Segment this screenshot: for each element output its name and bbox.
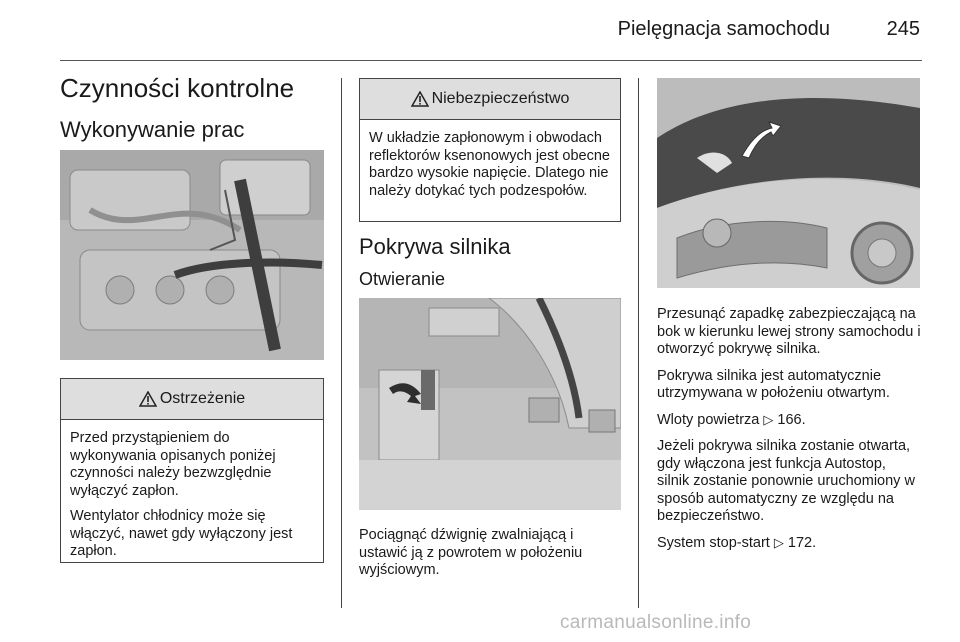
danger-box-header — [360, 79, 620, 120]
watermark: carmanualsonline.info — [560, 612, 752, 633]
lever-caption: Pociągnąć dźwignię zwalniającą i ustawić ją z powrotem w położeniu wyjściowym. — [359, 527, 583, 578]
danger-text: W układzie zapłonowym i obwodach reflektorów ksenonowych jest obecne bardzo wysokie napięcie. Dlatego nie należy dotykać tych podzespołów. — [369, 130, 610, 199]
reference-text: Wloty powietrza — [657, 411, 760, 428]
reference-arrow-icon: ▷ — [763, 412, 774, 428]
danger-box — [359, 78, 621, 222]
subsection-title: Wykonywanie prac — [60, 117, 245, 142]
column-divider-1 — [341, 78, 342, 608]
release-lever-illustration — [359, 298, 621, 510]
reference-paragraph — [657, 535, 922, 553]
hood-latch-illustration — [657, 78, 920, 288]
engine-bay-illustration — [60, 150, 324, 360]
warning-triangle-icon — [411, 91, 429, 107]
page-number: 245 — [886, 18, 920, 40]
warning-title: Ostrzeżenie — [159, 390, 246, 407]
instruction-paragraph: Jeżeli pokrywa silnika zostanie otwarta, gdy włączona jest funkcja Autostop, silnik zostanie ponownie uruchomiony w sposób automatyczny ze względu na bezpieczeństwo. — [657, 438, 915, 524]
opening-subtitle: Otwieranie — [359, 269, 446, 289]
reference-arrow-icon: ▷ — [773, 535, 784, 551]
reference-page-link[interactable]: 166. — [777, 411, 806, 428]
warning-box — [60, 378, 324, 563]
running-header-title: Pielęgnacja samochodu — [617, 18, 830, 40]
warning-box-header — [61, 379, 323, 420]
warning-paragraph: Przed przystąpieniem do wykonywania opisanych poniżej czynności należy bezwzględnie wyłączyć zapłon. — [70, 430, 276, 499]
instruction-paragraph: Przesunąć zapadkę zabezpieczającą na bok w kierunku lewej strony samochodu i otworzyć pokrywę silnika. — [657, 306, 921, 357]
reference-text: System stop-start — [657, 534, 770, 551]
section-title: Czynności kontrolne — [60, 73, 295, 103]
warning-paragraph: Wentylator chłodnicy może się włączyć, nawet gdy wyłączony jest zapłon. — [70, 508, 293, 559]
instruction-paragraph: Pokrywa silnika jest automatycznie utrzymywana w położeniu otwartym. — [657, 367, 890, 401]
reference-page-link[interactable]: 172. — [787, 534, 817, 551]
column-divider-2 — [638, 78, 639, 608]
reference-paragraph — [657, 412, 922, 430]
danger-title: Niebezpieczeństwo — [431, 90, 570, 107]
hood-section-title: Pokrywa silnika — [359, 234, 511, 259]
header-rule — [60, 60, 922, 61]
hood-instructions — [657, 306, 922, 561]
warning-triangle-icon — [139, 391, 157, 407]
